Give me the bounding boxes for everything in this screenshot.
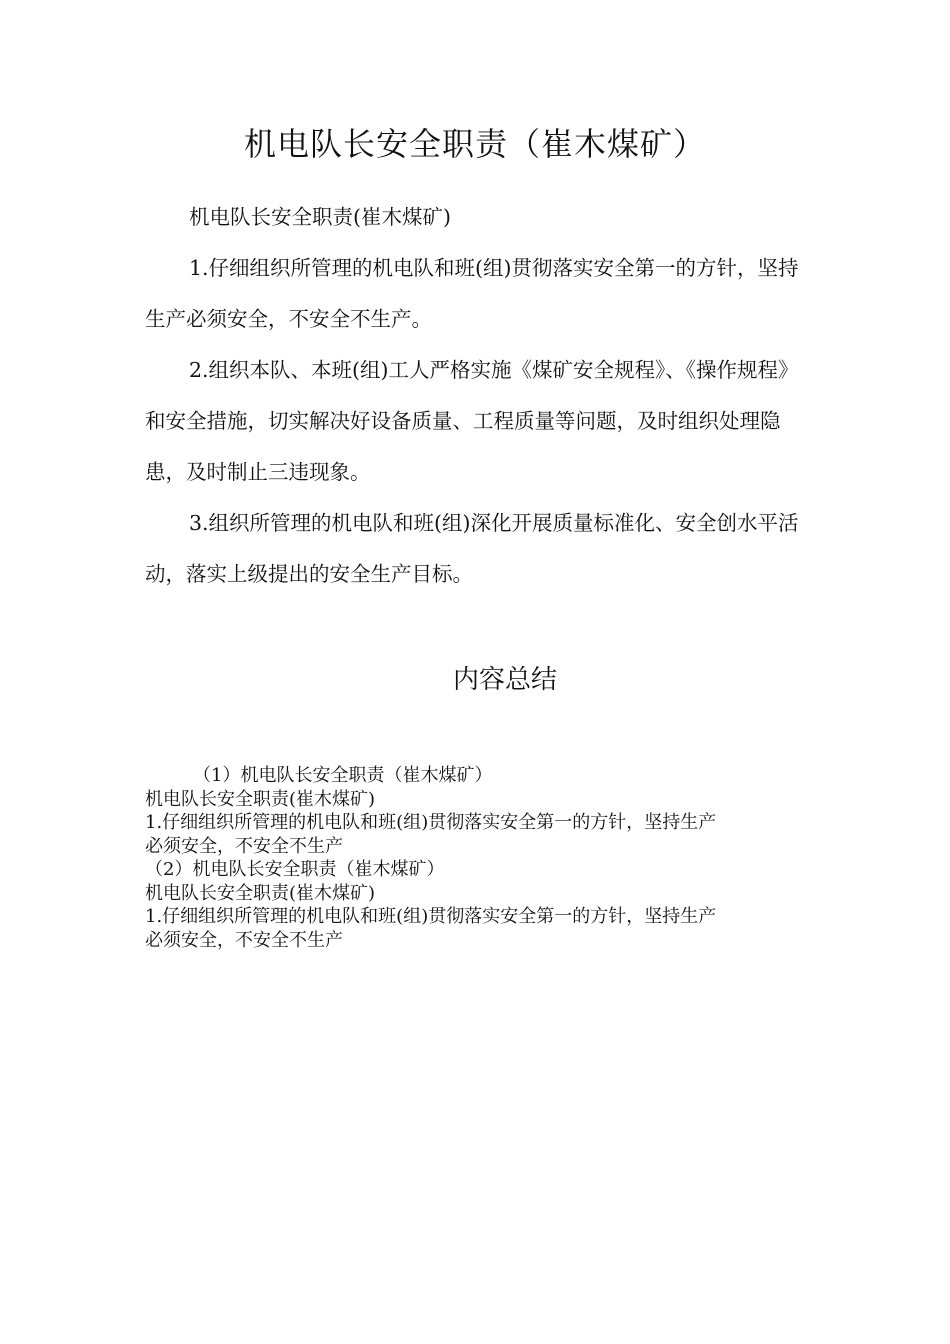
summary-line: 机电队长安全职责(崔木煤矿) bbox=[145, 788, 376, 810]
summary-line: 必须安全，不安全不生产 bbox=[145, 929, 343, 951]
body-paragraph-heading: 机电队长安全职责(崔木煤矿) bbox=[189, 205, 451, 229]
summary-line: （1）机电队长安全职责（崔木煤矿） bbox=[193, 765, 493, 786]
summary-block bbox=[145, 764, 815, 952]
summary-line: （2）机电队长安全职责（崔木煤矿） bbox=[145, 859, 445, 880]
summary-line: 1.仔细组织所管理的机电队和班(组)贯彻落实安全第一的方针，坚持生产 bbox=[145, 812, 717, 833]
body-paragraph-2: 2.组织本队、本班(组)工人严格实施《煤矿安全规程》、《操作规程》和安全措施，切实解决好设备质量、工程质量等问题，及时组织处理隐患，及时制止三违现象。 bbox=[145, 358, 799, 484]
summary-heading: 内容总结 bbox=[452, 665, 557, 695]
body-paragraph-3: 3.组织所管理的机电队和班(组)深化开展质量标准化、安全创水平活动，落实上级提出的安全生产目标。 bbox=[145, 511, 799, 586]
summary-line: 机电队长安全职责(崔木煤矿) bbox=[145, 882, 376, 904]
summary-line: 必须安全，不安全不生产 bbox=[145, 835, 343, 857]
body-paragraph-1: 1.仔细组织所管理的机电队和班(组)贯彻落实安全第一的方针，坚持生产必须安全，不安全不生产。 bbox=[145, 256, 799, 331]
document-body bbox=[145, 192, 805, 600]
page-title: 机电队长安全职责（崔木煤矿） bbox=[243, 125, 706, 163]
summary-line: 1.仔细组织所管理的机电队和班(组)贯彻落实安全第一的方针，坚持生产 bbox=[145, 906, 717, 927]
